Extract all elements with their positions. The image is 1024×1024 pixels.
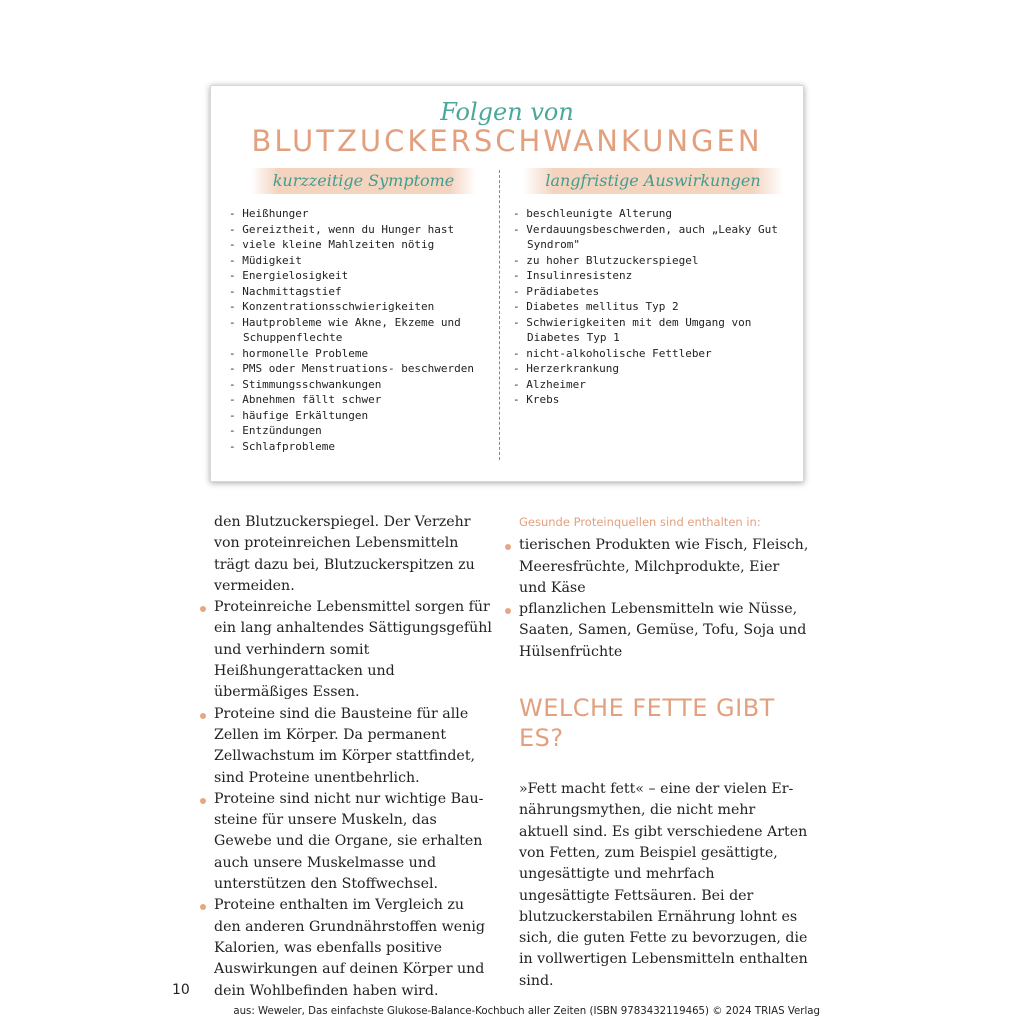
list-item: - Prädiabetes [513,284,793,300]
list-item: - viele kleine Mahlzeiten nötig [229,237,494,253]
right-text-column [519,512,809,992]
list-item: - Heißhunger [229,206,494,222]
list-item: - Gereiztheit, wenn du Hunger hast [229,222,494,238]
left-column-heading: kurzzeitige Symptome [251,168,476,194]
list-item: - Abnehmen fällt schwer [229,392,494,408]
long-term-effects-list [513,206,793,408]
list-item: - Hautprobleme wie Akne, Ekzeme und Schuppenflechte [229,315,494,346]
list-item: - zu hoher Blutzuckerspiegel [513,253,793,269]
protein-benefits-list [214,597,492,1002]
bullet-item: Proteinreiche Lebensmittel sorgen für ein lang anhaltendes Sättigungsgefühl und verhindern somit Heißhungerattacken und übermäßiges Essen. [214,597,492,703]
bullet-item: Proteine sind die Bausteine für alle Zellen im Körper. Da permanent Zellwachstum im Körper stattfindet, sind Proteine unentbehrlich. [214,704,492,789]
bullet-item: tierischen Produkten wie Fisch, Fleisch, Meeresfrüchte, Milchprodukte, Eier und Käse [519,535,809,599]
list-item: - Insulinresistenz [513,268,793,284]
right-column-heading: langfristige Auswirkungen [523,168,783,194]
list-item: - Entzündungen [229,423,494,439]
list-item: - Krebs [513,392,793,408]
protein-sources-list [519,535,809,663]
list-item: - beschleunigte Alterung [513,206,793,222]
list-item: - Schlafprobleme [229,439,494,455]
list-item: - Alzheimer [513,377,793,393]
bullet-item: Proteine sind nicht nur wichtige Bausteine für unsere Muskeln, das Gewebe und die Organe, sie erhalten auch unsere Muskelmasse und unterstützen den Stoffwechsel. [214,789,492,895]
citation-footer: aus: Weweler, Das einfachste Glukose-Balance-Kochbuch aller Zeiten (ISBN 9783432119465) © 2024 TRIAS Verlag [233,1006,820,1017]
list-item: - Stimmungsschwankungen [229,377,494,393]
list-item: - Nachmittagstief [229,284,494,300]
page-number: 10 [172,982,190,998]
infographic-card [210,85,804,482]
list-item: - Diabetes mellitus Typ 2 [513,299,793,315]
list-item: - Schwierigkeiten mit dem Umgang von Diabetes Typ 1 [513,315,793,346]
list-item: - hormonelle Probleme [229,346,494,362]
list-item: - Energielosigkeit [229,268,494,284]
left-text-column [214,512,492,1002]
list-item: - Verdauungsbeschwerden, auch „Leaky Gut Syndrom" [513,222,793,253]
list-item: - Müdigkeit [229,253,494,269]
short-term-symptoms-list [229,206,494,454]
card-title: BLUTZUCKERSCHWANKUNGEN [251,124,763,158]
list-item: - Konzentrationsschwierigkeiten [229,299,494,315]
list-item: - Herzerkrankung [513,361,793,377]
list-item: - häufige Erkältungen [229,408,494,424]
list-item: - nicht-alkoholische Fettleber [513,346,793,362]
column-divider [499,170,500,460]
section-heading: WELCHE FETTE GIBT ES? [519,694,775,753]
list-item: - PMS oder Menstruations- beschwerden [229,361,494,377]
bullet-item: Proteine enthalten im Vergleich zu den anderen Grundnährstoffen wenig Kalorien, was ebenfalls positive Auswirkungen auf deinen Körper und dein Wohlbefinden haben wird. [214,895,492,1001]
intro-paragraph: den Blutzuckerspiegel. Der Verzehr von proteinreichen Lebensmitteln trägt dazu bei, Blutzuckerspitzen zu vermeiden. [214,514,475,594]
card-subtitle: Folgen von [440,98,574,126]
bullet-item: pflanzlichen Lebensmitteln wie Nüsse, Saaten, Samen, Gemüse, Tofu, Soja und Hülsenfrüchte [519,599,809,663]
fats-paragraph: »Fett macht fett« – eine der vielen Ernährungsmythen, die nicht mehr aktuell sind. Es gibt verschiedene Arten von Fetten, zum Beispiel gesättigte, ungesättigte und mehrfach ungesättigte Fettsäuren. Bei der blutzuckerstabilen Ernährung lohnt es sich, die guten Fette zu bevorzugen, die in vollwertigen Lebensmitteln enthalten sind. [519,781,808,989]
protein-sources-label: Gesunde Proteinquellen sind enthalten in: [519,515,761,529]
